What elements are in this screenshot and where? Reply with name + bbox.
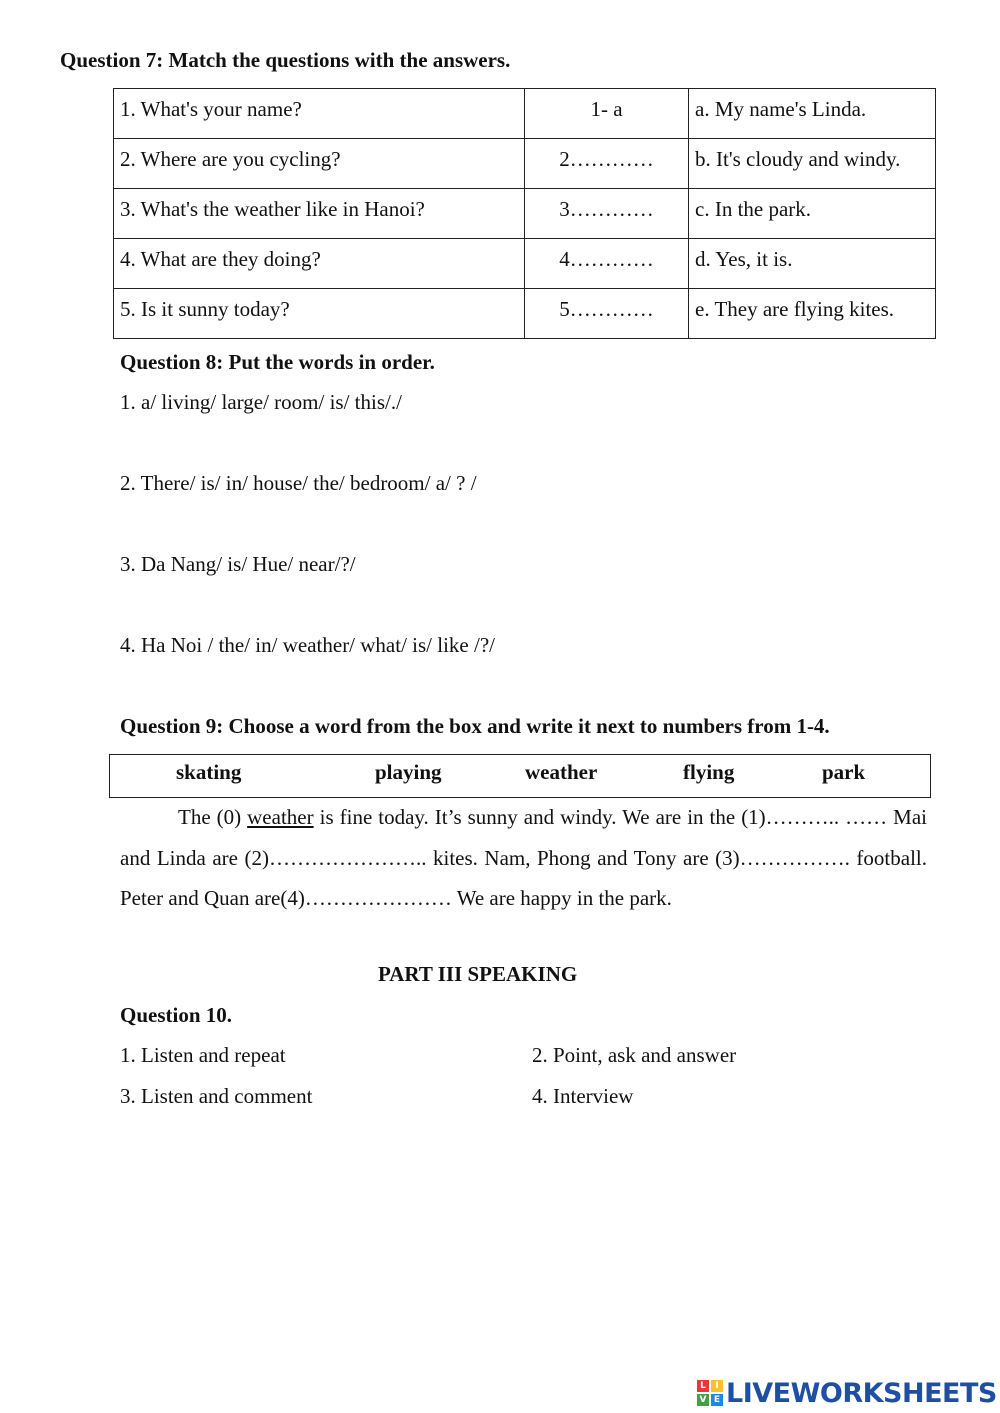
match-number: 4………… [525, 239, 689, 289]
match-row [114, 89, 936, 139]
passage-example-word: weather [247, 805, 314, 829]
match-question: 2. Where are you cycling? [114, 139, 525, 189]
fill-in-passage [120, 797, 927, 919]
word-park: park [822, 760, 866, 784]
word-flying: flying [683, 760, 735, 784]
speaking-task-2: 2. Point, ask and answer [532, 1043, 737, 1067]
match-number: 5………… [525, 289, 689, 339]
logo-letter-v: V [697, 1394, 709, 1406]
word-playing: playing [375, 760, 442, 784]
match-number: 1- a [525, 89, 689, 139]
word-skating: skating [176, 760, 242, 784]
match-answer: b. It's cloudy and windy. [689, 139, 936, 189]
match-question: 4. What are they doing? [114, 239, 525, 289]
word-box [109, 754, 931, 798]
match-number: 3………… [525, 189, 689, 239]
logo-letter-l: L [697, 1380, 709, 1392]
logo-letter-e: E [711, 1394, 723, 1406]
match-row [114, 289, 936, 339]
part-3-title: PART III SPEAKING [378, 962, 578, 986]
speaking-task-4: 4. Interview [532, 1084, 634, 1108]
speaking-task-3: 3. Listen and comment [120, 1084, 313, 1108]
passage-start: The (0) [178, 805, 248, 829]
match-row [114, 189, 936, 239]
match-answer: d. Yes, it is. [689, 239, 936, 289]
logo-letter-i: I [711, 1380, 723, 1392]
match-row [114, 239, 936, 289]
match-table [113, 88, 936, 339]
question-7-title: Question 7: Match the questions with the answers. [60, 48, 511, 72]
match-question: 3. What's the weather like in Hanoi? [114, 189, 525, 239]
question-10-title: Question 10. [120, 1003, 233, 1027]
match-question: 1. What's your name? [114, 89, 525, 139]
word-weather: weather [525, 760, 598, 784]
passage-rest: is fine today. It’s sunny and windy. We are in the (1)……….. …… Mai and Linda are (2)………………….. kites. Nam, Phong and Tony are (3)……………. football. Peter and Quan are(4)………………… We are happy in the park. [120, 805, 927, 910]
order-item-1: 1. a/ living/ large/ room/ is/ this/./ [120, 390, 402, 414]
order-item-3: 3. Da Nang/ is/ Hue/ near/?/ [120, 552, 356, 576]
match-answer: c. In the park. [689, 189, 936, 239]
match-row [114, 139, 936, 189]
logo-icon [697, 1380, 723, 1406]
liveworksheets-logo [697, 1378, 997, 1408]
question-9-title: Question 9: Choose a word from the box and write it next to numbers from 1-4. [120, 714, 830, 738]
match-question: 5. Is it sunny today? [114, 289, 525, 339]
order-item-2: 2. There/ is/ in/ house/ the/ bedroom/ a/ ? / [120, 471, 477, 495]
speaking-task-1: 1. Listen and repeat [120, 1043, 286, 1067]
match-number: 2………… [525, 139, 689, 189]
order-item-4: 4. Ha Noi / the/ in/ weather/ what/ is/ like /?/ [120, 633, 495, 657]
match-answer: a. My name's Linda. [689, 89, 936, 139]
match-answer: e. They are flying kites. [689, 289, 936, 339]
question-8-title: Question 8: Put the words in order. [120, 350, 435, 374]
logo-text: LIVEWORKSHEETS [726, 1377, 997, 1409]
